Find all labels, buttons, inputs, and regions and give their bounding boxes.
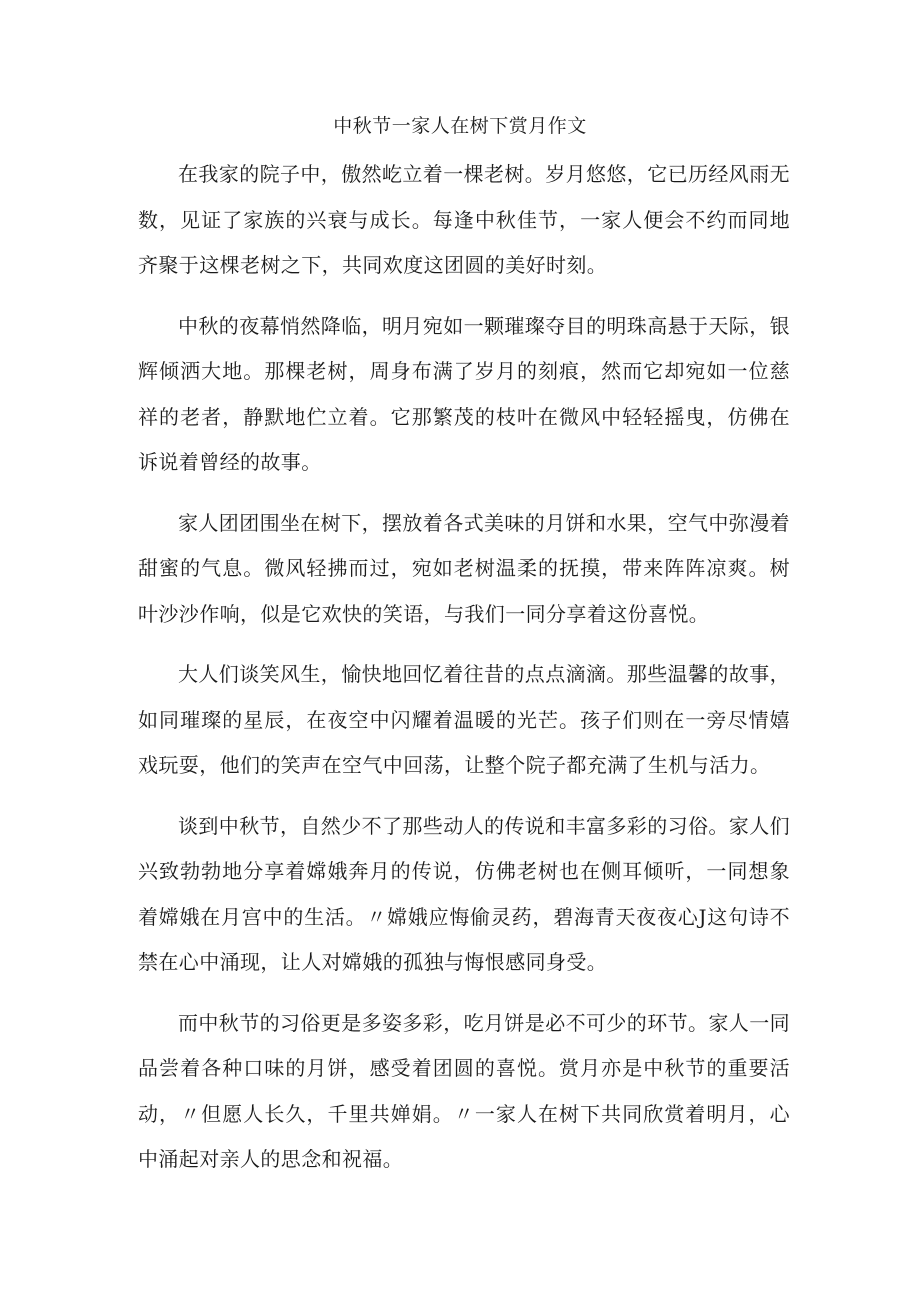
paragraph-2: 中秋的夜幕悄然降临，明月宛如一颗璀璨夺目的明珠高悬于天际，银辉倾洒大地。那棵老树，周身布满了岁月的刻痕，然而它却宛如一位慈祥的老者，静默地伫立着。它那繁茂的枝叶在微风中轻轻摇曳，仿佛在诉说着曾经的故事。 xyxy=(138,313,790,474)
paragraph-1: 在我家的院子中，傲然屹立着一棵老树。岁月悠悠，它已历经风雨无数，见证了家族的兴衰与成长。每逢中秋佳节，一家人便会不约而同地齐聚于这棵老树之下，共同欢度这团圆的美好时刻。 xyxy=(138,162,790,277)
document-title: 中秋节一家人在树下赏月作文 xyxy=(333,115,587,137)
paragraph-4: 大人们谈笑风生，愉快地回忆着往昔的点点滴滴。那些温馨的故事，如同璀璨的星辰，在夜空中闪耀着温暖的光芒。孩子们则在一旁尽情嬉戏玩耍，他们的笑声在空气中回荡，让整个院子都充满了生机与活力。 xyxy=(138,662,790,777)
paragraph-6: 而中秋节的习俗更是多姿多彩，吃月饼是必不可少的环节。家人一同品尝着各种口味的月饼，感受着团圆的喜悦。赏月亦是中秋节的重要活动，〃但愿人长久，千里共婵娟。〃一家人在树下共同欣赏着明月，心中涌起对亲人的思念和祝福。 xyxy=(138,1010,790,1171)
paragraph-3: 家人团团围坐在树下，摆放着各式美味的月饼和水果，空气中弥漫着甜蜜的气息。微风轻拂而过，宛如老树温柔的抚摸，带来阵阵凉爽。树叶沙沙作响，似是它欢快的笑语，与我们一同分享着这份喜悦。 xyxy=(138,510,790,626)
document-body xyxy=(138,152,790,1198)
paragraph-5: 谈到中秋节，自然少不了那些动人的传说和丰富多彩的习俗。家人们兴致勃勃地分享着嫦娥奔月的传说，仿佛老树也在侧耳倾听，一同想象着嫦娥在月宫中的生活。〃嫦娥应悔偷灵药，碧海青天夜夜心J这句诗不禁在心中涌现，让人对嫦娥的孤独与悔恨感同身受。 xyxy=(138,813,790,974)
